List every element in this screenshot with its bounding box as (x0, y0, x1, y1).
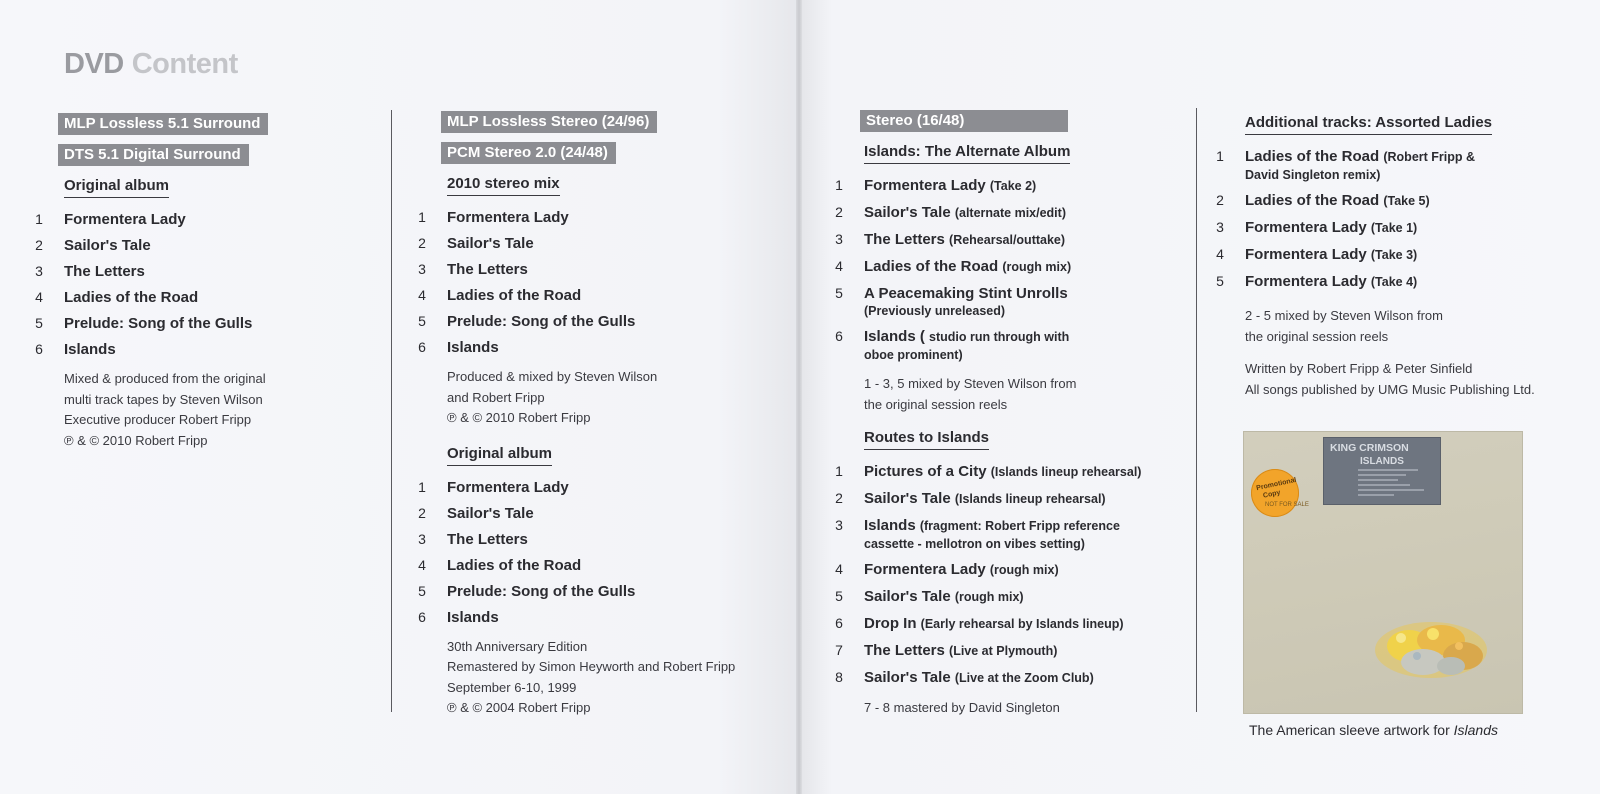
track-row (418, 582, 781, 601)
track-number: 5 (1216, 273, 1224, 289)
column-surround (35, 113, 358, 451)
track-number: 2 (418, 235, 426, 251)
track-note: (Early rehearsal by Islands lineup) (920, 617, 1124, 631)
credits (864, 374, 1190, 415)
track-list (418, 478, 781, 627)
credits (447, 367, 781, 429)
track-row (418, 556, 781, 575)
track-title: The Letters (864, 231, 945, 248)
track-row (835, 462, 1190, 482)
track-row (835, 668, 1190, 688)
track-row (418, 478, 781, 497)
format-bar: DTS 5.1 Digital Surround (58, 144, 249, 166)
section-heading: Routes to Islands (864, 429, 989, 450)
track-row (35, 288, 358, 307)
credits (447, 637, 781, 719)
track-title: Ladies of the Road (1245, 148, 1380, 165)
section-heading: Islands: The Alternate Album (864, 143, 1070, 164)
track-row (835, 489, 1190, 509)
sticker-text: NOT FOR SALE (1265, 502, 1309, 508)
track-note: (Take 1) (1370, 221, 1418, 235)
track-title: Formentera Lady (1245, 219, 1367, 236)
track-title: Formentera Lady (447, 478, 569, 496)
track-row (418, 234, 781, 253)
track-number: 6 (418, 608, 426, 625)
title-content: Content (131, 48, 238, 80)
credit-line: Written by Robert Fripp & Peter Sinfield (1245, 361, 1473, 376)
track-note: (Take 3) (1370, 248, 1418, 262)
section-heading: Original album (64, 177, 169, 198)
track-title: Ladies of the Road (864, 258, 999, 275)
track-note: (Live at Plymouth) (949, 644, 1058, 658)
track-list (835, 176, 1190, 364)
track-note: (Islands lineup rehearsal) (954, 492, 1106, 506)
track-list (418, 208, 781, 357)
track-title: The Letters (864, 642, 945, 659)
track-row (835, 614, 1190, 634)
track-number: 6 (35, 341, 43, 357)
track-title: Sailor's Tale (864, 204, 951, 221)
track-title: The Letters (64, 263, 145, 280)
credit-line: ℗ & © 2010 Robert Fripp (64, 432, 208, 448)
track-number: 1 (418, 209, 426, 225)
track-number: 1 (1216, 148, 1224, 164)
format-bar: Stereo (16/48) (860, 110, 1068, 132)
track-row (1216, 245, 1585, 265)
track-number: 2 (835, 490, 843, 506)
track-row (835, 587, 1190, 607)
track-row (835, 230, 1190, 250)
track-number: 4 (1216, 246, 1224, 262)
credit-line: the original session reels (1245, 328, 1389, 344)
track-list (835, 462, 1190, 688)
track-note-continued: David Singleton remix) (1245, 168, 1381, 182)
track-title: Islands (64, 341, 116, 358)
column-stereo-hires (418, 111, 781, 719)
track-title: Islands (447, 608, 499, 626)
track-number: 8 (835, 669, 843, 685)
track-number: 2 (835, 204, 843, 220)
track-row (835, 203, 1190, 223)
sticker-text: Copy (1262, 489, 1282, 500)
track-number: 5 (418, 313, 426, 329)
track-note: (Robert Fripp & (1383, 150, 1476, 164)
track-title: Prelude: Song of the Gulls (64, 315, 253, 332)
track-row (835, 176, 1190, 196)
credit-line: Produced & mixed by Steven Wilson (447, 369, 658, 384)
credit-line: and Robert Fripp (447, 389, 545, 405)
format-bar: MLP Lossless 5.1 Surround (58, 113, 268, 135)
track-row (418, 286, 781, 305)
track-row (835, 641, 1190, 661)
track-note: (fragment: Robert Fripp reference (919, 519, 1120, 533)
track-title: Sailor's Tale (447, 504, 534, 522)
track-number: 5 (35, 315, 43, 331)
track-title: Formentera Lady (864, 177, 986, 194)
track-title: Sailor's Tale (447, 235, 534, 252)
credit-line: multi track tapes by Steven Wilson (64, 391, 263, 407)
track-number: 5 (835, 588, 843, 604)
credit-line: 1 - 3, 5 mixed by Steven Wilson from (864, 376, 1077, 391)
track-title: Formentera Lady (1245, 273, 1367, 290)
track-number: 3 (35, 263, 43, 279)
track-note: (Take 5) (1383, 194, 1430, 208)
track-row (418, 504, 781, 523)
credit-line: Remastered by Simon Heyworth and Robert Fripp (447, 659, 736, 674)
track-row (835, 257, 1190, 277)
track-note: (rough mix) (989, 563, 1059, 577)
track-number: 1 (418, 478, 426, 495)
track-title: Formentera Lady (64, 211, 186, 228)
column-divider (391, 110, 392, 712)
credit-line: Executive producer Robert Fripp (64, 412, 252, 427)
caption-text: The American sleeve artwork for (1249, 722, 1450, 738)
track-title: Formentera Lady (447, 209, 569, 226)
track-note: (Take 2) (989, 179, 1037, 193)
page-title (64, 48, 238, 81)
credit-line: 30th Anniversary Edition (447, 638, 588, 654)
track-note: (Islands lineup rehearsal) (990, 465, 1142, 479)
track-number: 2 (35, 237, 43, 253)
track-number: 4 (835, 561, 843, 577)
section-heading: 2010 stereo mix (447, 175, 560, 196)
caption-album: Islands (1453, 722, 1498, 738)
track-title: Islands (864, 517, 916, 534)
track-row (418, 208, 781, 227)
track-row (35, 236, 358, 255)
track-number: 4 (418, 287, 426, 303)
track-row (418, 608, 781, 627)
track-row (35, 314, 358, 333)
column-divider (1196, 108, 1197, 712)
track-row (1216, 218, 1585, 238)
track-row (418, 338, 781, 357)
track-row (418, 312, 781, 331)
track-number: 3 (835, 517, 843, 533)
nebula-artwork (1371, 616, 1491, 684)
track-note: (rough mix) (1002, 260, 1072, 274)
track-number: 1 (35, 211, 43, 227)
track-note: (Live at the Zoom Club) (954, 671, 1094, 685)
track-row (418, 260, 781, 279)
credit-line: 7 - 8 mastered by David Singleton (864, 700, 1060, 715)
track-number: 1 (835, 463, 843, 479)
track-number: 3 (835, 231, 843, 247)
sleeve-album: ISLANDS (1360, 456, 1404, 467)
track-title: Ladies of the Road (1245, 192, 1380, 209)
sticker-text: Promotional (1255, 476, 1298, 493)
track-note-continued: cassette - mellotron on vibes setting) (864, 537, 1085, 551)
track-row (35, 340, 358, 359)
track-note-continued: oboe prominent) (864, 348, 963, 362)
track-note-continued: (Previously unreleased) (864, 304, 1006, 318)
track-title: Ladies of the Road (64, 289, 199, 306)
track-number: 4 (35, 289, 43, 305)
track-row (1216, 191, 1585, 211)
track-title: Ladies of the Road (447, 556, 582, 574)
track-row (1216, 147, 1585, 184)
track-title: Islands ( (864, 328, 925, 345)
track-title: Drop In (864, 615, 917, 632)
credits (1245, 359, 1585, 400)
track-note: studio run through with (929, 330, 1070, 344)
track-title: A Peacemaking Stint Unrolls (864, 285, 1068, 302)
credit-line: September 6-10, 1999 (447, 679, 577, 695)
track-number: 4 (418, 556, 426, 573)
track-note: (rough mix) (954, 590, 1024, 604)
track-number: 3 (418, 261, 426, 277)
title-dvd: DVD (64, 48, 124, 80)
track-list (1216, 147, 1585, 292)
credit-line: the original session reels (864, 396, 1008, 412)
track-title: The Letters (447, 261, 528, 278)
track-row (835, 560, 1190, 580)
track-title: Formentera Lady (864, 561, 986, 578)
track-number: 3 (418, 530, 426, 547)
credit-line: ℗ & © 2004 Robert Fripp (447, 700, 591, 715)
track-title: Sailor's Tale (864, 490, 951, 507)
track-title: Pictures of a City (864, 463, 987, 480)
track-number: 5 (418, 582, 426, 599)
track-note: (alternate mix/edit) (954, 206, 1066, 220)
track-row (418, 530, 781, 549)
track-row (835, 284, 1190, 320)
credit-line: ℗ & © 2010 Robert Fripp (447, 410, 591, 425)
track-number: 4 (835, 258, 843, 274)
track-number: 2 (1216, 192, 1224, 208)
credit-line: All songs published by UMG Music Publishing Ltd. (1245, 381, 1535, 397)
booklet-spine (796, 0, 802, 794)
track-note: (Take 4) (1370, 275, 1418, 289)
track-number: 6 (835, 328, 843, 344)
credits (864, 698, 1190, 719)
track-title: Sailor's Tale (864, 669, 951, 686)
track-row (1216, 272, 1585, 292)
track-number: 3 (1216, 219, 1224, 235)
sleeve-band: KING CRIMSON (1330, 442, 1409, 454)
track-number: 6 (418, 339, 426, 355)
format-bar: PCM Stereo 2.0 (24/48) (441, 142, 616, 164)
track-title: Islands (447, 339, 499, 356)
track-title: Ladies of the Road (447, 287, 582, 304)
track-row (35, 210, 358, 229)
track-title: Formentera Lady (1245, 246, 1367, 263)
track-list (35, 210, 358, 359)
credits (1245, 306, 1585, 347)
track-number: 1 (835, 177, 843, 193)
track-row (835, 327, 1190, 364)
sleeve-label (1323, 437, 1441, 505)
promo-sticker (1251, 469, 1309, 517)
format-bar: MLP Lossless Stereo (24/96) (441, 111, 657, 133)
credit-line: Mixed & produced from the original (64, 371, 266, 386)
sleeve-tracklist (1358, 469, 1428, 499)
column-stereo-16 (835, 110, 1190, 719)
album-sleeve-image (1243, 431, 1523, 714)
track-row (835, 516, 1190, 553)
credit-line: 2 - 5 mixed by Steven Wilson from (1245, 308, 1443, 323)
track-title: Sailor's Tale (64, 237, 151, 254)
credits (64, 369, 358, 451)
track-number: 2 (418, 504, 426, 521)
track-row (35, 262, 358, 281)
track-note: (Rehearsal/outtake) (949, 233, 1066, 247)
track-number: 7 (835, 642, 843, 658)
section-heading: Additional tracks: Assorted Ladies (1245, 114, 1492, 135)
column-additional (1216, 112, 1585, 400)
track-number: 5 (835, 285, 843, 301)
track-number: 6 (835, 615, 843, 631)
track-title: The Letters (447, 530, 528, 548)
track-title: Sailor's Tale (864, 588, 951, 605)
section-heading: Original album (447, 445, 552, 466)
track-title: Prelude: Song of the Gulls (447, 582, 636, 600)
sleeve-caption (1249, 722, 1498, 738)
track-title: Prelude: Song of the Gulls (447, 313, 636, 330)
